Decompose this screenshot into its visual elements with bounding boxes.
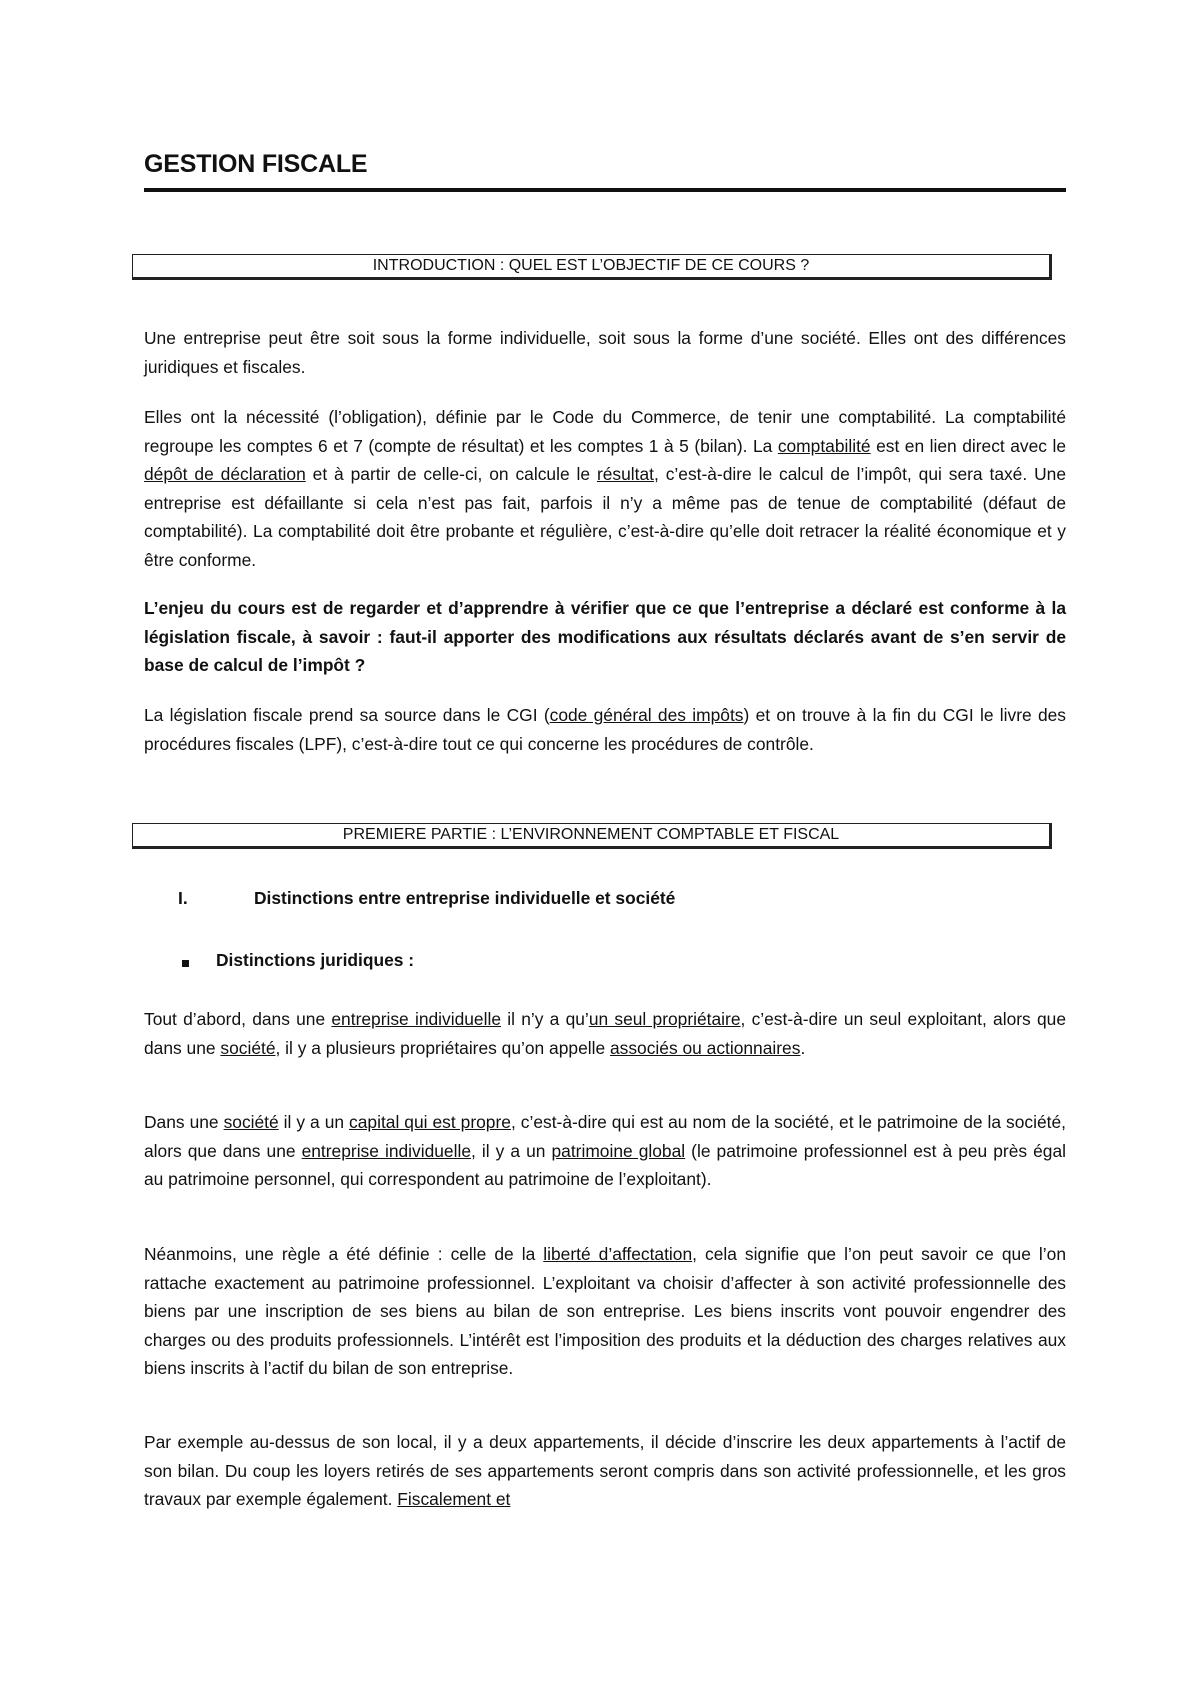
subsection-heading: Distinctions juridiques :: [216, 950, 415, 970]
part-one-box: PREMIERE PARTIE : L’ENVIRONNEMENT COMPTABLE ET FISCAL: [132, 823, 1052, 849]
introduction-box: INTRODUCTION : QUEL EST L’OBJECTIF DE CE COURS ?: [132, 254, 1052, 280]
bullet-icon: [182, 960, 189, 967]
paragraph-intro: Une entreprise peut être soit sous la forme individuelle, soit sous la forme d’une société. Elles ont des différences juridiques et fiscales.: [144, 328, 1066, 377]
paragraph-capital: Dans une société il y a un capital qui est propre, c’est-à-dire qui est au nom de la société, et le patrimoine de la société, alors que dans une entreprise individuelle, il y a un patrimoine global (le patrimoine professionnel est à peu près égal au patrimoine personnel, qui correspondent au patrimoine de l’exploitant).: [144, 1112, 1067, 1190]
section-title: Distinctions entre entreprise individuelle et société: [254, 888, 676, 908]
paragraph-legislation: La législation fiscale prend sa source dans le CGI (code général des impôts) et on trouve à la fin du CGI le livre des procédures fiscales (LPF), c’est-à-dire tout ce qui concerne les procédures de contrôle.: [144, 705, 1066, 754]
paragraph-exemple: Par exemple au-dessus de son local, il y a deux appartements, il décide d’inscrire les deux appartements à l’actif de son bilan. Du coup les loyers retirés de ses appartements seront compris dans son activité professionnelle, et les gros travaux par exemple également. Fiscalement et: [144, 1432, 1066, 1510]
document-page: [144, 148, 1067, 1510]
section-number: I.: [178, 888, 188, 908]
title-underline: [144, 188, 1066, 192]
paragraph-enjeu: L’enjeu du cours est de regarder et d’apprendre à vérifier que ce que l’entreprise a déclaré est conforme à la législation fiscale, à savoir : faut-il apporter des modifications aux résultats déclarés avant de s’en servir de base de calcul de l’impôt ?: [144, 598, 1066, 676]
paragraph-comptabilite: Elles ont la nécessité (l’obligation), définie par le Code du Commerce, de tenir une comptabilité. La comptabilité regroupe les comptes 6 et 7 (compte de résultat) et les comptes 1 à 5 (bilan). La comptabilité est en lien direct avec le dépôt de déclaration et à partir de celle-ci, on calcule le résultat, c’est-à-dire le calcul de l’impôt, qui sera taxé. Une entreprise est défaillante si cela n’est pas fait, parfois il n’y a même pas de tenue de comptabilité (défaut de comptabilité). La comptabilité doit être probante et régulière, c’est-à-dire qu’elle doit retracer la réalité économique et y être conforme.: [144, 407, 1066, 570]
paragraph-affectation: Néanmoins, une règle a été définie : celle de la liberté d’affectation, cela signifie que l’on peut savoir ce que l’on rattache exactement au patrimoine professionnel. L’exploitant va choisir d’affecter à son activité professionnelle des biens par une inscription de ses biens au bilan de son entreprise. Les biens inscrits vont pouvoir engendrer des charges ou des produits professionnels. L’intérêt est l’imposition des produits et la déduction des charges relatives aux biens inscrits à l’actif du bilan de son entreprise.: [144, 1244, 1066, 1379]
paragraph-proprietaire: Tout d’abord, dans une entreprise individuelle il n’y a qu’un seul propriétaire, c’est-à-dire un seul exploitant, alors que dans une société, il y a plusieurs propriétaires qu’on appelle associés ou actionnaires.: [144, 1009, 1066, 1058]
document-title: GESTION FISCALE: [144, 150, 368, 178]
